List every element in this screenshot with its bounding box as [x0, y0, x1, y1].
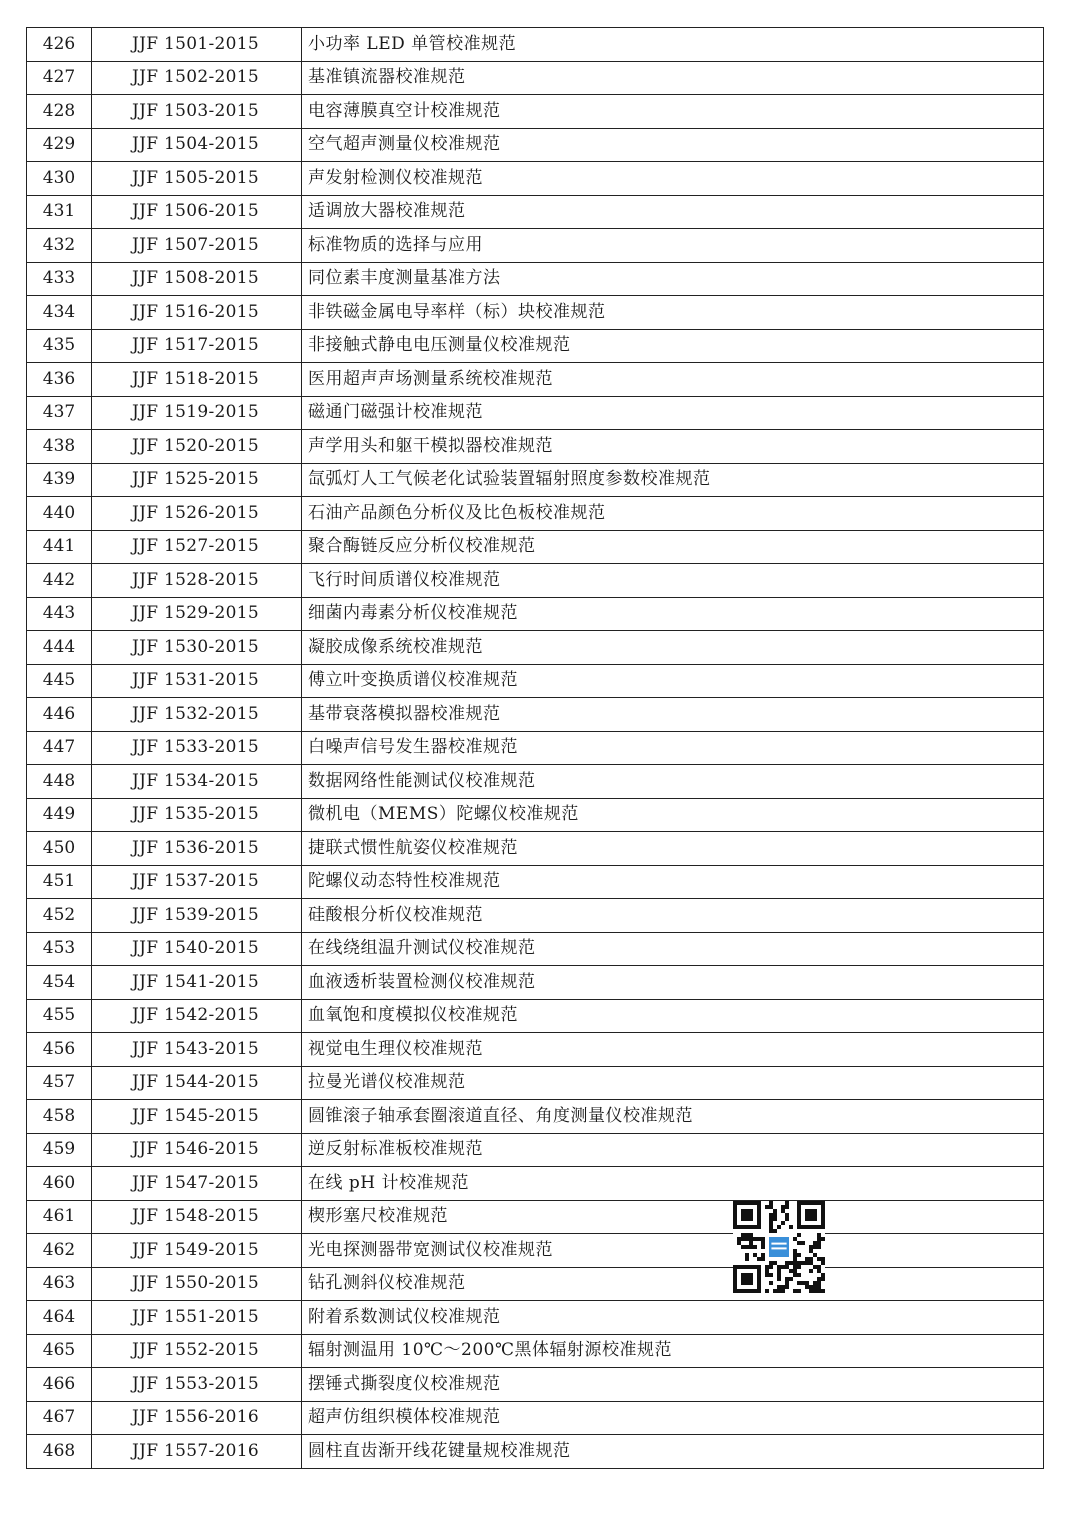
- row-number-cell: 444: [27, 631, 92, 665]
- row-number-cell: 432: [27, 229, 92, 263]
- standard-code-cell: JJF 1534-2015: [92, 765, 302, 799]
- row-number-cell: 463: [27, 1267, 92, 1301]
- table-row: [27, 1100, 1044, 1134]
- standard-name-cell: 凝胶成像系统校准规范: [302, 631, 1044, 665]
- row-number-cell: 462: [27, 1234, 92, 1268]
- table-row: [27, 564, 1044, 598]
- standard-code-cell: JJF 1530-2015: [92, 631, 302, 665]
- standard-name-cell: 在线绕组温升测试仪校准规范: [302, 932, 1044, 966]
- row-number-cell: 458: [27, 1100, 92, 1134]
- row-number-cell: 443: [27, 597, 92, 631]
- standard-code-cell: JJF 1525-2015: [92, 463, 302, 497]
- standard-name-cell: 超声仿组织模体校准规范: [302, 1401, 1044, 1435]
- standard-name-cell: 摆锤式撕裂度仪校准规范: [302, 1368, 1044, 1402]
- row-number-cell: 441: [27, 530, 92, 564]
- row-number-cell: 451: [27, 865, 92, 899]
- standard-name-cell: 医用超声声场测量系统校准规范: [302, 363, 1044, 397]
- row-number-cell: 465: [27, 1334, 92, 1368]
- standard-name-cell: 细菌内毒素分析仪校准规范: [302, 597, 1044, 631]
- standard-code-cell: JJF 1545-2015: [92, 1100, 302, 1134]
- standard-name-cell: 傅立叶变换质谱仪校准规范: [302, 664, 1044, 698]
- standard-name-cell: 圆锥滚子轴承套圈滚道直径、角度测量仪校准规范: [302, 1100, 1044, 1134]
- standard-name-cell: 附着系数测试仪校准规范: [302, 1301, 1044, 1335]
- table-row: [27, 1033, 1044, 1067]
- table-row: [27, 1368, 1044, 1402]
- table-row: [27, 363, 1044, 397]
- standard-code-cell: JJF 1543-2015: [92, 1033, 302, 1067]
- table-row: [27, 664, 1044, 698]
- standard-code-cell: JJF 1551-2015: [92, 1301, 302, 1335]
- table-row: [27, 162, 1044, 196]
- standard-code-cell: JJF 1548-2015: [92, 1200, 302, 1234]
- standard-name-cell: 拉曼光谱仪校准规范: [302, 1066, 1044, 1100]
- standard-code-cell: JJF 1550-2015: [92, 1267, 302, 1301]
- table-row: [27, 195, 1044, 229]
- standard-name-cell: 血液透析装置检测仪校准规范: [302, 966, 1044, 1000]
- standard-code-cell: JJF 1546-2015: [92, 1133, 302, 1167]
- standard-code-cell: JJF 1532-2015: [92, 698, 302, 732]
- row-number-cell: 440: [27, 497, 92, 531]
- standard-name-cell: 逆反射标准板校准规范: [302, 1133, 1044, 1167]
- standard-code-cell: JJF 1503-2015: [92, 95, 302, 129]
- standard-code-cell: JJF 1507-2015: [92, 229, 302, 263]
- standard-code-cell: JJF 1529-2015: [92, 597, 302, 631]
- table-row: [27, 296, 1044, 330]
- standard-name-cell: 基带衰落模拟器校准规范: [302, 698, 1044, 732]
- row-number-cell: 428: [27, 95, 92, 129]
- standard-name-cell: 飞行时间质谱仪校准规范: [302, 564, 1044, 598]
- table-row: [27, 832, 1044, 866]
- table-row: [27, 731, 1044, 765]
- table-row: [27, 1267, 1044, 1301]
- row-number-cell: 430: [27, 162, 92, 196]
- standard-name-cell: 非接触式静电电压测量仪校准规范: [302, 329, 1044, 363]
- standard-name-cell: 小功率 LED 单管校准规范: [302, 28, 1044, 62]
- row-number-cell: 431: [27, 195, 92, 229]
- table-row: [27, 530, 1044, 564]
- table-row: [27, 1234, 1044, 1268]
- standard-name-cell: 硅酸根分析仪校准规范: [302, 899, 1044, 933]
- standard-code-cell: JJF 1557-2016: [92, 1435, 302, 1469]
- row-number-cell: 435: [27, 329, 92, 363]
- row-number-cell: 449: [27, 798, 92, 832]
- standard-code-cell: JJF 1556-2016: [92, 1401, 302, 1435]
- table-row: [27, 430, 1044, 464]
- standard-code-cell: JJF 1506-2015: [92, 195, 302, 229]
- table-row: [27, 396, 1044, 430]
- row-number-cell: 467: [27, 1401, 92, 1435]
- row-number-cell: 438: [27, 430, 92, 464]
- standard-code-cell: JJF 1502-2015: [92, 61, 302, 95]
- table-row: [27, 262, 1044, 296]
- standard-name-cell: 圆柱直齿渐开线花键量规校准规范: [302, 1435, 1044, 1469]
- standard-name-cell: 声学用头和躯干模拟器校准规范: [302, 430, 1044, 464]
- table-row: [27, 631, 1044, 665]
- table-row: [27, 1133, 1044, 1167]
- table-row: [27, 1200, 1044, 1234]
- table-row: [27, 798, 1044, 832]
- standard-code-cell: JJF 1537-2015: [92, 865, 302, 899]
- standard-name-cell: 在线 pH 计校准规范: [302, 1167, 1044, 1201]
- standard-code-cell: JJF 1505-2015: [92, 162, 302, 196]
- row-number-cell: 426: [27, 28, 92, 62]
- standard-name-cell: 捷联式惯性航姿仪校准规范: [302, 832, 1044, 866]
- standard-code-cell: JJF 1541-2015: [92, 966, 302, 1000]
- row-number-cell: 468: [27, 1435, 92, 1469]
- row-number-cell: 456: [27, 1033, 92, 1067]
- table-row: [27, 932, 1044, 966]
- table-row: [27, 1401, 1044, 1435]
- standard-name-cell: 血氧饱和度模拟仪校准规范: [302, 999, 1044, 1033]
- row-number-cell: 460: [27, 1167, 92, 1201]
- standard-name-cell: 聚合酶链反应分析仪校准规范: [302, 530, 1044, 564]
- standard-code-cell: JJF 1516-2015: [92, 296, 302, 330]
- standard-code-cell: JJF 1535-2015: [92, 798, 302, 832]
- standard-code-cell: JJF 1553-2015: [92, 1368, 302, 1402]
- row-number-cell: 464: [27, 1301, 92, 1335]
- table-row: [27, 1334, 1044, 1368]
- row-number-cell: 429: [27, 128, 92, 162]
- standard-name-cell: 空气超声测量仪校准规范: [302, 128, 1044, 162]
- row-number-cell: 437: [27, 396, 92, 430]
- row-number-cell: 452: [27, 899, 92, 933]
- table-row: [27, 765, 1044, 799]
- row-number-cell: 434: [27, 296, 92, 330]
- standard-name-cell: 光电探测器带宽测试仪校准规范: [302, 1234, 1044, 1268]
- standard-code-cell: JJF 1520-2015: [92, 430, 302, 464]
- row-number-cell: 466: [27, 1368, 92, 1402]
- standard-code-cell: JJF 1539-2015: [92, 899, 302, 933]
- standard-code-cell: JJF 1528-2015: [92, 564, 302, 598]
- standard-name-cell: 石油产品颜色分析仪及比色板校准规范: [302, 497, 1044, 531]
- standard-name-cell: 微机电（MEMS）陀螺仪校准规范: [302, 798, 1044, 832]
- row-number-cell: 427: [27, 61, 92, 95]
- standard-name-cell: 适调放大器校准规范: [302, 195, 1044, 229]
- row-number-cell: 447: [27, 731, 92, 765]
- standard-name-cell: 基准镇流器校准规范: [302, 61, 1044, 95]
- standard-code-cell: JJF 1547-2015: [92, 1167, 302, 1201]
- row-number-cell: 461: [27, 1200, 92, 1234]
- table-row: [27, 128, 1044, 162]
- row-number-cell: 436: [27, 363, 92, 397]
- standard-code-cell: JJF 1544-2015: [92, 1066, 302, 1100]
- qr-code-graphic: [733, 1201, 825, 1293]
- standard-code-cell: JJF 1527-2015: [92, 530, 302, 564]
- row-number-cell: 457: [27, 1066, 92, 1100]
- table-row: [27, 1435, 1044, 1469]
- standard-code-cell: JJF 1517-2015: [92, 329, 302, 363]
- standard-name-cell: 钻孔测斜仪校准规范: [302, 1267, 1044, 1301]
- standard-name-cell: 声发射检测仪校准规范: [302, 162, 1044, 196]
- standard-name-cell: 磁通门磁强计校准规范: [302, 396, 1044, 430]
- table-row: [27, 95, 1044, 129]
- row-number-cell: 454: [27, 966, 92, 1000]
- standard-name-cell: 标准物质的选择与应用: [302, 229, 1044, 263]
- standard-code-cell: JJF 1542-2015: [92, 999, 302, 1033]
- standard-code-cell: JJF 1531-2015: [92, 664, 302, 698]
- row-number-cell: 445: [27, 664, 92, 698]
- standard-name-cell: 电容薄膜真空计校准规范: [302, 95, 1044, 129]
- table-row: [27, 61, 1044, 95]
- standard-code-cell: JJF 1519-2015: [92, 396, 302, 430]
- table-row: [27, 698, 1044, 732]
- standards-table: [26, 27, 1044, 1469]
- table-row: [27, 597, 1044, 631]
- qr-code-icon: [733, 1201, 825, 1293]
- row-number-cell: 439: [27, 463, 92, 497]
- standard-name-cell: 数据网络性能测试仪校准规范: [302, 765, 1044, 799]
- row-number-cell: 455: [27, 999, 92, 1033]
- table-row: [27, 999, 1044, 1033]
- standard-name-cell: 非铁磁金属电导率样（标）块校准规范: [302, 296, 1044, 330]
- row-number-cell: 433: [27, 262, 92, 296]
- table-row: [27, 1066, 1044, 1100]
- standards-list-sheet: [26, 27, 1044, 1469]
- row-number-cell: 450: [27, 832, 92, 866]
- standard-code-cell: JJF 1518-2015: [92, 363, 302, 397]
- table-row: [27, 1301, 1044, 1335]
- standard-code-cell: JJF 1504-2015: [92, 128, 302, 162]
- standard-code-cell: JJF 1552-2015: [92, 1334, 302, 1368]
- standards-table-body: [27, 28, 1044, 1469]
- table-row: [27, 497, 1044, 531]
- table-row: [27, 229, 1044, 263]
- row-number-cell: 459: [27, 1133, 92, 1167]
- row-number-cell: 453: [27, 932, 92, 966]
- standard-name-cell: 陀螺仪动态特性校准规范: [302, 865, 1044, 899]
- standard-name-cell: 氙弧灯人工气候老化试验装置辐射照度参数校准规范: [302, 463, 1044, 497]
- row-number-cell: 446: [27, 698, 92, 732]
- standard-name-cell: 视觉电生理仪校准规范: [302, 1033, 1044, 1067]
- row-number-cell: 448: [27, 765, 92, 799]
- row-number-cell: 442: [27, 564, 92, 598]
- standard-code-cell: JJF 1540-2015: [92, 932, 302, 966]
- standard-code-cell: JJF 1501-2015: [92, 28, 302, 62]
- standard-code-cell: JJF 1508-2015: [92, 262, 302, 296]
- standard-code-cell: JJF 1549-2015: [92, 1234, 302, 1268]
- standard-name-cell: 白噪声信号发生器校准规范: [302, 731, 1044, 765]
- table-row: [27, 28, 1044, 62]
- standard-code-cell: JJF 1526-2015: [92, 497, 302, 531]
- table-row: [27, 1167, 1044, 1201]
- table-row: [27, 899, 1044, 933]
- standard-name-cell: 辐射测温用 10℃～200℃黑体辐射源校准规范: [302, 1334, 1044, 1368]
- table-row: [27, 329, 1044, 363]
- table-row: [27, 966, 1044, 1000]
- standard-code-cell: JJF 1533-2015: [92, 731, 302, 765]
- table-row: [27, 463, 1044, 497]
- standard-name-cell: 楔形塞尺校准规范: [302, 1200, 1044, 1234]
- standard-code-cell: JJF 1536-2015: [92, 832, 302, 866]
- standard-name-cell: 同位素丰度测量基准方法: [302, 262, 1044, 296]
- table-row: [27, 865, 1044, 899]
